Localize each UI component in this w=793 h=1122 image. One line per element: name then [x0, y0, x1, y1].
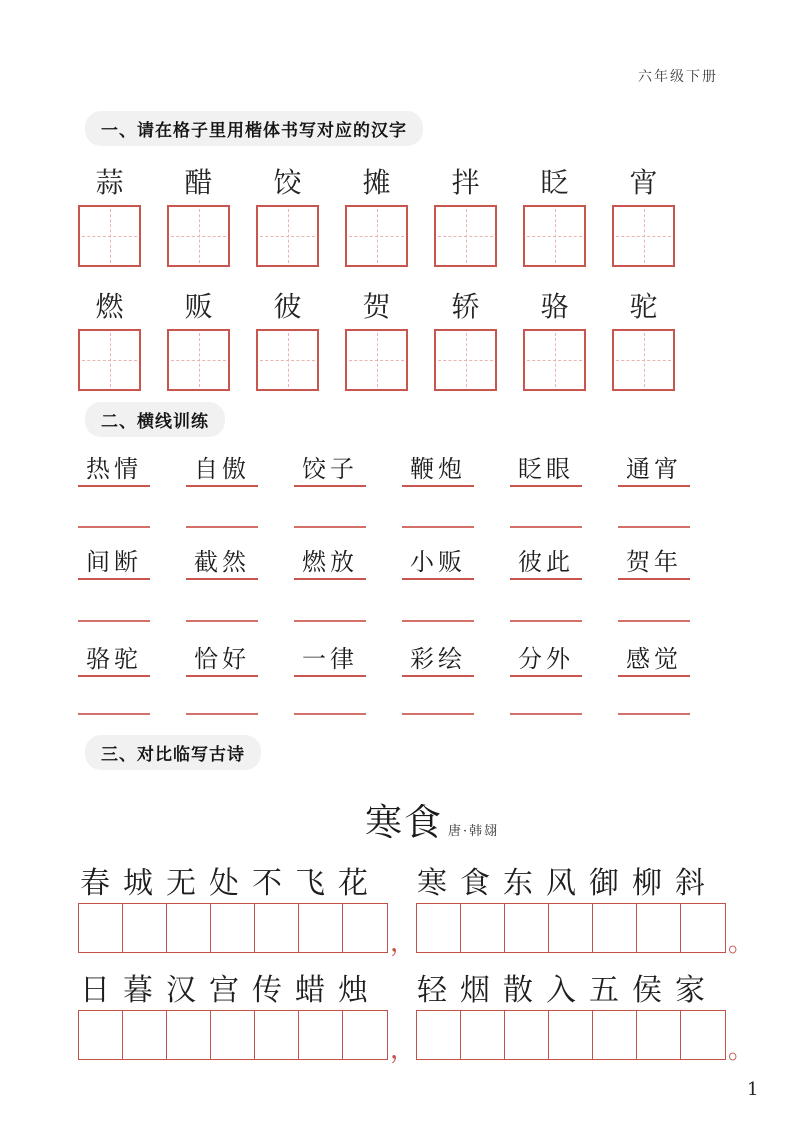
word-label: 自傲	[186, 441, 258, 487]
tianzige-box	[612, 329, 675, 391]
page-number: 1	[747, 1079, 759, 1100]
word-row-2	[78, 528, 690, 580]
word-label: 贺年	[618, 528, 690, 580]
practice-line	[618, 487, 690, 528]
word-label: 饺子	[294, 441, 366, 487]
copy-cell	[681, 1011, 725, 1059]
poem-line-2-first: 日暮汉宫传蜡烛	[80, 973, 381, 1008]
hanzi-char: 驼	[629, 290, 658, 323]
tianzige-box	[523, 329, 586, 391]
practice-line	[510, 487, 582, 528]
punct-period: 。	[728, 928, 755, 958]
tianzige-box	[256, 329, 319, 391]
copy-cell	[299, 1011, 343, 1059]
practice-line	[402, 677, 474, 715]
char-row-1	[78, 166, 675, 267]
char-col	[523, 290, 586, 391]
word-label: 通宵	[618, 441, 690, 487]
copy-cell	[343, 904, 387, 952]
word-grid	[78, 441, 690, 715]
copy-cell	[417, 1011, 461, 1059]
tianzige-box	[523, 205, 586, 267]
word-label: 截然	[186, 528, 258, 580]
copy-strip	[416, 903, 726, 953]
word-label: 分外	[510, 622, 582, 677]
char-col	[434, 166, 497, 267]
char-col	[167, 166, 230, 267]
copy-cell	[255, 904, 299, 952]
tianzige-box	[167, 205, 230, 267]
practice-line	[510, 677, 582, 715]
hanzi-char: 骆	[540, 290, 569, 323]
tianzige-box	[434, 329, 497, 391]
copy-cell	[123, 904, 167, 952]
char-col	[345, 166, 408, 267]
practice-line	[294, 677, 366, 715]
hanzi-char: 眨	[540, 166, 569, 199]
practice-line	[78, 580, 150, 622]
word-label: 热情	[78, 441, 150, 487]
copy-cell	[461, 904, 505, 952]
copy-cell	[637, 1011, 681, 1059]
poem-line-2-second: 轻烟散入五侯家	[417, 973, 718, 1008]
hanzi-char: 拌	[451, 166, 480, 199]
tianzige-box	[434, 205, 497, 267]
copy-cell	[505, 1011, 549, 1059]
poem-title: 寒食	[365, 801, 443, 844]
copy-cell	[211, 1011, 255, 1059]
practice-line	[78, 487, 150, 528]
punct-comma: ，	[390, 928, 417, 958]
word-label: 彩绘	[402, 622, 474, 677]
tianzige-box	[612, 205, 675, 267]
copy-cell	[549, 1011, 593, 1059]
practice-line	[402, 487, 474, 528]
header-label: 六年级下册	[638, 69, 718, 85]
copy-cell	[417, 904, 461, 952]
punct-comma: ，	[390, 1035, 417, 1065]
copy-cell	[461, 1011, 505, 1059]
copy-cell	[79, 1011, 123, 1059]
word-label: 骆驼	[78, 622, 150, 677]
tianzige-box	[78, 205, 141, 267]
practice-line-row	[78, 580, 690, 622]
practice-line	[618, 677, 690, 715]
word-label: 间断	[78, 528, 150, 580]
char-col	[256, 166, 319, 267]
hanzi-char: 贩	[184, 290, 213, 323]
copy-cell	[167, 904, 211, 952]
practice-line	[510, 580, 582, 622]
hanzi-char: 轿	[451, 290, 480, 323]
char-col	[345, 290, 408, 391]
word-label: 感觉	[618, 622, 690, 677]
hanzi-char: 醋	[184, 166, 213, 199]
hanzi-char: 彼	[273, 290, 302, 323]
copy-cell	[681, 904, 725, 952]
copy-cell	[167, 1011, 211, 1059]
copy-cell	[211, 904, 255, 952]
hanzi-char: 蒜	[95, 166, 124, 199]
copy-cell	[79, 904, 123, 952]
copy-cell	[299, 904, 343, 952]
practice-line	[294, 487, 366, 528]
tianzige-box	[78, 329, 141, 391]
hanzi-char: 宵	[629, 166, 658, 199]
section2-title: 二、横线训练	[85, 402, 225, 437]
practice-line-row	[78, 677, 690, 715]
practice-line	[186, 580, 258, 622]
copy-cell	[505, 904, 549, 952]
practice-line	[618, 580, 690, 622]
word-label: 燃放	[294, 528, 366, 580]
tianzige-box	[167, 329, 230, 391]
tianzige-box	[345, 205, 408, 267]
char-col	[167, 290, 230, 391]
practice-line	[186, 487, 258, 528]
hanzi-char: 饺	[273, 166, 302, 199]
char-col	[78, 166, 141, 267]
practice-line	[294, 580, 366, 622]
char-row-2	[78, 290, 675, 391]
hanzi-char: 摊	[362, 166, 391, 199]
section1-title: 一、请在格子里用楷体书写对应的汉字	[85, 111, 423, 146]
copy-cell	[255, 1011, 299, 1059]
word-row-1	[78, 441, 690, 487]
char-col	[612, 166, 675, 267]
copy-strip	[78, 903, 388, 953]
copy-cell	[549, 904, 593, 952]
word-label: 一律	[294, 622, 366, 677]
practice-line	[186, 677, 258, 715]
copy-cell	[343, 1011, 387, 1059]
poem-line-1-first: 春城无处不飞花	[80, 866, 381, 901]
copy-cell	[593, 904, 637, 952]
hanzi-char: 燃	[95, 290, 124, 323]
word-label: 恰好	[186, 622, 258, 677]
copy-cell	[593, 1011, 637, 1059]
char-col	[256, 290, 319, 391]
practice-line	[78, 677, 150, 715]
punct-period: 。	[728, 1035, 755, 1065]
word-label: 小贩	[402, 528, 474, 580]
copy-cell	[637, 904, 681, 952]
tianzige-box	[345, 329, 408, 391]
hanzi-char: 贺	[362, 290, 391, 323]
practice-line-row	[78, 487, 690, 528]
poem-line-1-second: 寒食东风御柳斜	[417, 866, 718, 901]
word-label: 彼此	[510, 528, 582, 580]
char-col	[78, 290, 141, 391]
poem-author: 唐·韩翃	[448, 824, 500, 839]
section3-title: 三、对比临写古诗	[85, 735, 261, 770]
word-label: 眨眼	[510, 441, 582, 487]
poem-head	[365, 792, 499, 846]
word-label: 鞭炮	[402, 441, 474, 487]
word-row-3	[78, 622, 690, 677]
copy-cell	[123, 1011, 167, 1059]
practice-line	[402, 580, 474, 622]
tianzige-box	[256, 205, 319, 267]
char-col	[523, 166, 586, 267]
char-col	[434, 290, 497, 391]
char-col	[612, 290, 675, 391]
copy-strip	[416, 1010, 726, 1060]
copy-strip	[78, 1010, 388, 1060]
